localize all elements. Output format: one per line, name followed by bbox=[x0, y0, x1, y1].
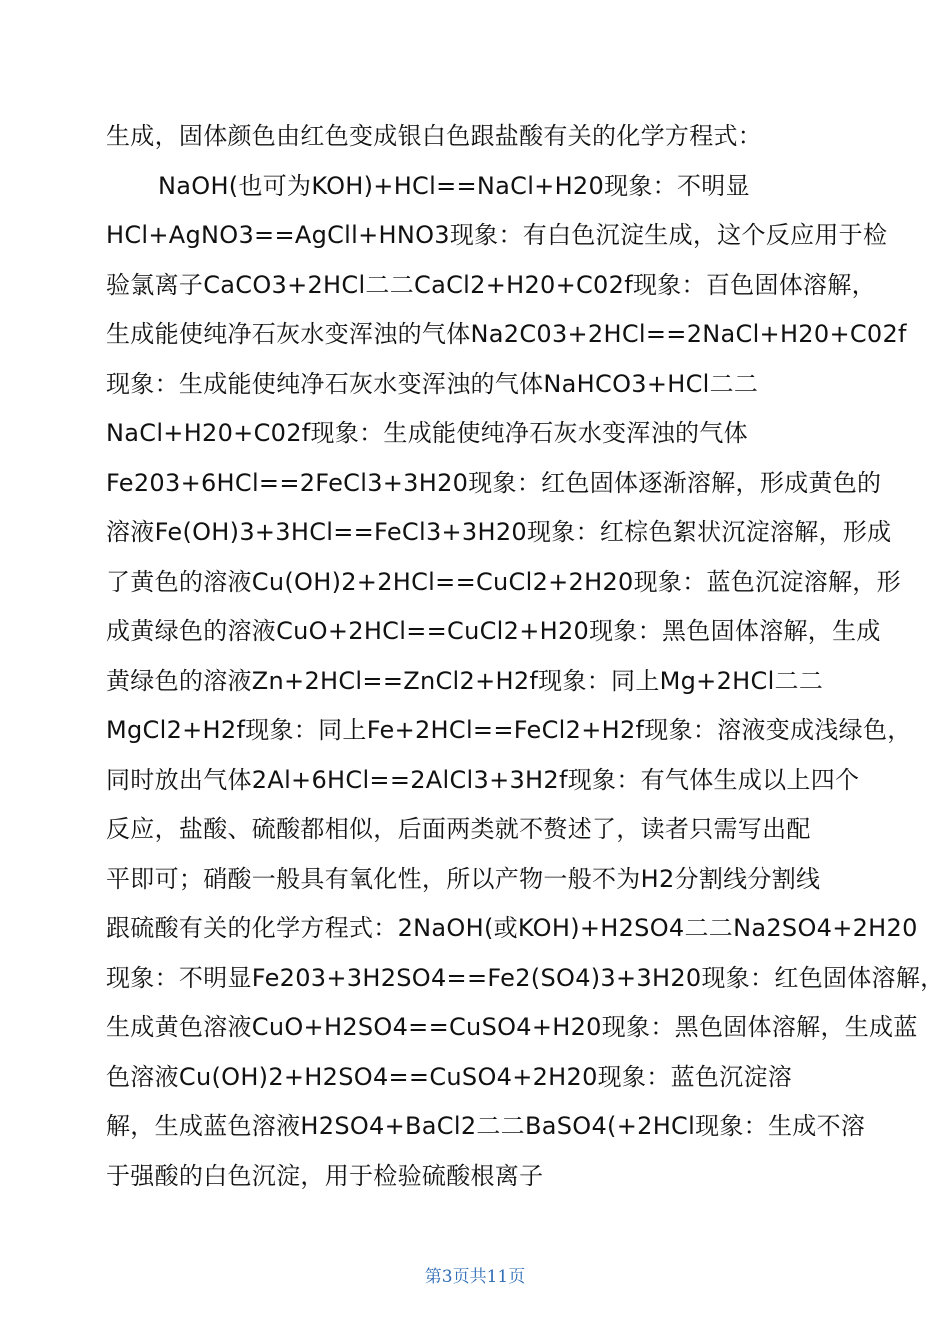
text-line: 生成能使纯净石灰水变浑浊的气体Na2C03+2HCl==2NaCl+H20+C02f bbox=[106, 320, 907, 348]
text-line: 现象：不明显Fe203+3H2SO4==Fe2(SO4)3+3H20现象：红色固体溶解， bbox=[106, 963, 945, 992]
text-line: 解，生成蓝色溶液H2SO4+BaCl2二二BaSO4(+2HCl现象：生成不溶 bbox=[106, 1112, 866, 1140]
text-line: NaOH(也可为KOH)+HCl==NaCl+H20现象：不明显 bbox=[158, 171, 750, 200]
text-line: NaCl+H20+C02f现象：生成能使纯净石灰水变浑浊的气体 bbox=[106, 419, 748, 447]
document-body bbox=[106, 112, 945, 1201]
text-line: 反应，盐酸、硫酸都相似，后面两类就不赘述了，读者只需写出配 bbox=[106, 815, 811, 843]
text-line: 跟硫酸有关的化学方程式：2NaOH(或KOH)+H2SO4二二Na2SO4+2H20 bbox=[106, 914, 918, 942]
text-line: 了黄色的溶液Cu(OH)2+2HCl==CuCl2+2H20现象：蓝色沉淀溶解，形 bbox=[106, 567, 901, 596]
text-line: 现象：生成能使纯净石灰水变浑浊的气体NaHCO3+HCl二二 bbox=[106, 369, 759, 398]
text-line: MgCl2+H2f现象：同上Fe+2HCl==FeCl2+H2f现象：溶液变成浅绿色， bbox=[106, 716, 912, 744]
text-line: 生成，固体颜色由红色变成银白色跟盐酸有关的化学方程式： bbox=[106, 122, 763, 150]
page-number-footer: 第3页共11页 bbox=[424, 1267, 526, 1287]
text-line: Fe203+6HCl==2FeCl3+3H20现象：红色固体逐渐溶解，形成黄色的 bbox=[106, 468, 882, 497]
text-line: 色溶液Cu(OH)2+H2SO4==CuSO4+2H20现象：蓝色沉淀溶 bbox=[106, 1062, 793, 1091]
text-line: 于强酸的白色沉淀，用于检验硫酸根离子 bbox=[106, 1161, 544, 1190]
text-line: 黄绿色的溶液Zn+2HCl==ZnCl2+H2f现象：同上Mg+2HCl二二 bbox=[106, 666, 824, 695]
text-line: 同时放出气体2Al+6HCl==2AlCl3+3H2f现象：有气体生成以上四个 bbox=[106, 765, 860, 794]
text-line: 验氯离子CaCO3+2HCl二二CaCl2+H20+C02f现象：百色固体溶解， bbox=[106, 270, 876, 299]
text-line: 溶液Fe(OH)3+3HCl==FeCl3+3H20现象：红棕色絮状沉淀溶解，形成 bbox=[106, 518, 892, 546]
text-line: HCl+AgNO3==AgCll+HNO3现象：有白色沉淀生成，这个反应用于检 bbox=[106, 221, 888, 249]
text-line: 生成黄色溶液CuO+H2SO4==CuSO4+H20现象：黑色固体溶解，生成蓝 bbox=[106, 1013, 918, 1041]
text-line: 成黄绿色的溶液CuO+2HCl==CuCl2+H20现象：黑色固体溶解，生成 bbox=[106, 617, 881, 645]
text-line: 平即可；硝酸一般具有氧化性，所以产物一般不为H2分割线分割线 bbox=[106, 864, 821, 893]
